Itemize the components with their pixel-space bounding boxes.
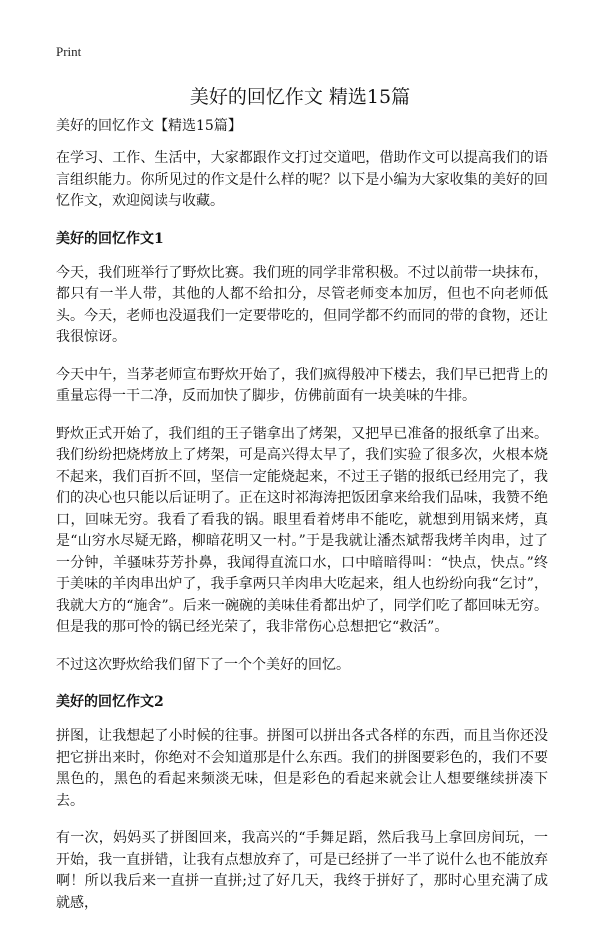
paragraph: 不过这次野炊给我们留下了一个个美好的回忆。 (56, 656, 350, 673)
section-heading: 美好的回忆作文2 (56, 694, 164, 710)
paragraph: 今天中午，当茅老师宣布野炊开始了，我们疯得般冲下楼去，我们早已把背上的重量忘得一干二净，反而加快了脚步，仿佛前面有一块美味的牛排。 (56, 366, 548, 404)
print-label: Print (56, 44, 82, 59)
section-heading: 美好的回忆作文1 (56, 230, 164, 247)
paragraph: 今天，我们班举行了野炊比赛。我们班的同学非常积极。不过以前带一块抹布，都只有一半人带，其他的人都不给扣分，尽管老师变本加厉，但也不向老师低头。今天，老师也没逼我们一定要带吃的，但同学都不约而同的带的食物，还让我很惊讶。 (56, 264, 548, 345)
intro-paragraph: 在学习、工作、生活中，大家都跟作文打过交道吧，借助作文可以提高我们的语言组织能力。你所见过的作文是什么样的呢？以下是小编为大家收集的美好的回忆作文，欢迎阅读与收藏。 (56, 150, 548, 209)
article-body (56, 116, 548, 930)
paragraph: 拼图，让我想起了小时候的往事。拼图可以拼出各式各样的东西，而且当你还没把它拼出来时，你绝对不会知道那是什么东西。我们的拼图要彩色的，我们不要黑色的，黑色的看起来频淡无味，但是彩色的看起来就会让人想要继续拼凑下去。 (56, 728, 548, 809)
page-title: 美好的回忆作文 精选15篇 (189, 86, 411, 108)
article-subtitle: 美好的回忆作文【精选15篇】 (56, 118, 242, 134)
paragraph: 有一次，妈妈买了拼图回来，我高兴的“手舞足蹈，然后我马上拿回房间玩，一开始，我一直拼错，让我有点想放弃了，可是已经拼了一半了说什么也不能放弃啊！所以我后来一直拼一直拼;过了好几天，我终于拼好了，那时心里充满了成就感， (56, 830, 548, 911)
paragraph: 野炊正式开始了，我们组的王子锴拿出了烤架，又把早已准备的报纸拿了出来。我们纷纷把烧烤放上了烤架，可是高兴得太早了，我们实验了很多次，火根本烧不起来，我们百折不回，坚信一定能烧起来，不过王子锴的报纸已经用完了，我们的决心也只能以后证明了。正在这时祁海涛把饭团拿来给我们品味，我赞不绝口，回味无穷。我看了看我的锅。眼里看着烤串不能吃，就想到用锅来烤，真是“山穷水尽疑无路，柳暗花明又一村。”于是我就让潘杰斌帮我烤羊肉串，过了一分钟，羊骚味芬芳扑鼻，我闻得直流口水，口中暗暗得叫：“快点，快点。”终于美味的羊肉串出炉了，我手拿两只羊肉串大吃起来，组人也纷纷向我“乞讨”，我就大方的“施舍”。后来一碗碗的美味佳肴都出炉了，同学们吃了都回味无穷。但是我的那可怜的锅已经光荣了，我非常伤心总想把它“救活”。 (56, 425, 548, 635)
